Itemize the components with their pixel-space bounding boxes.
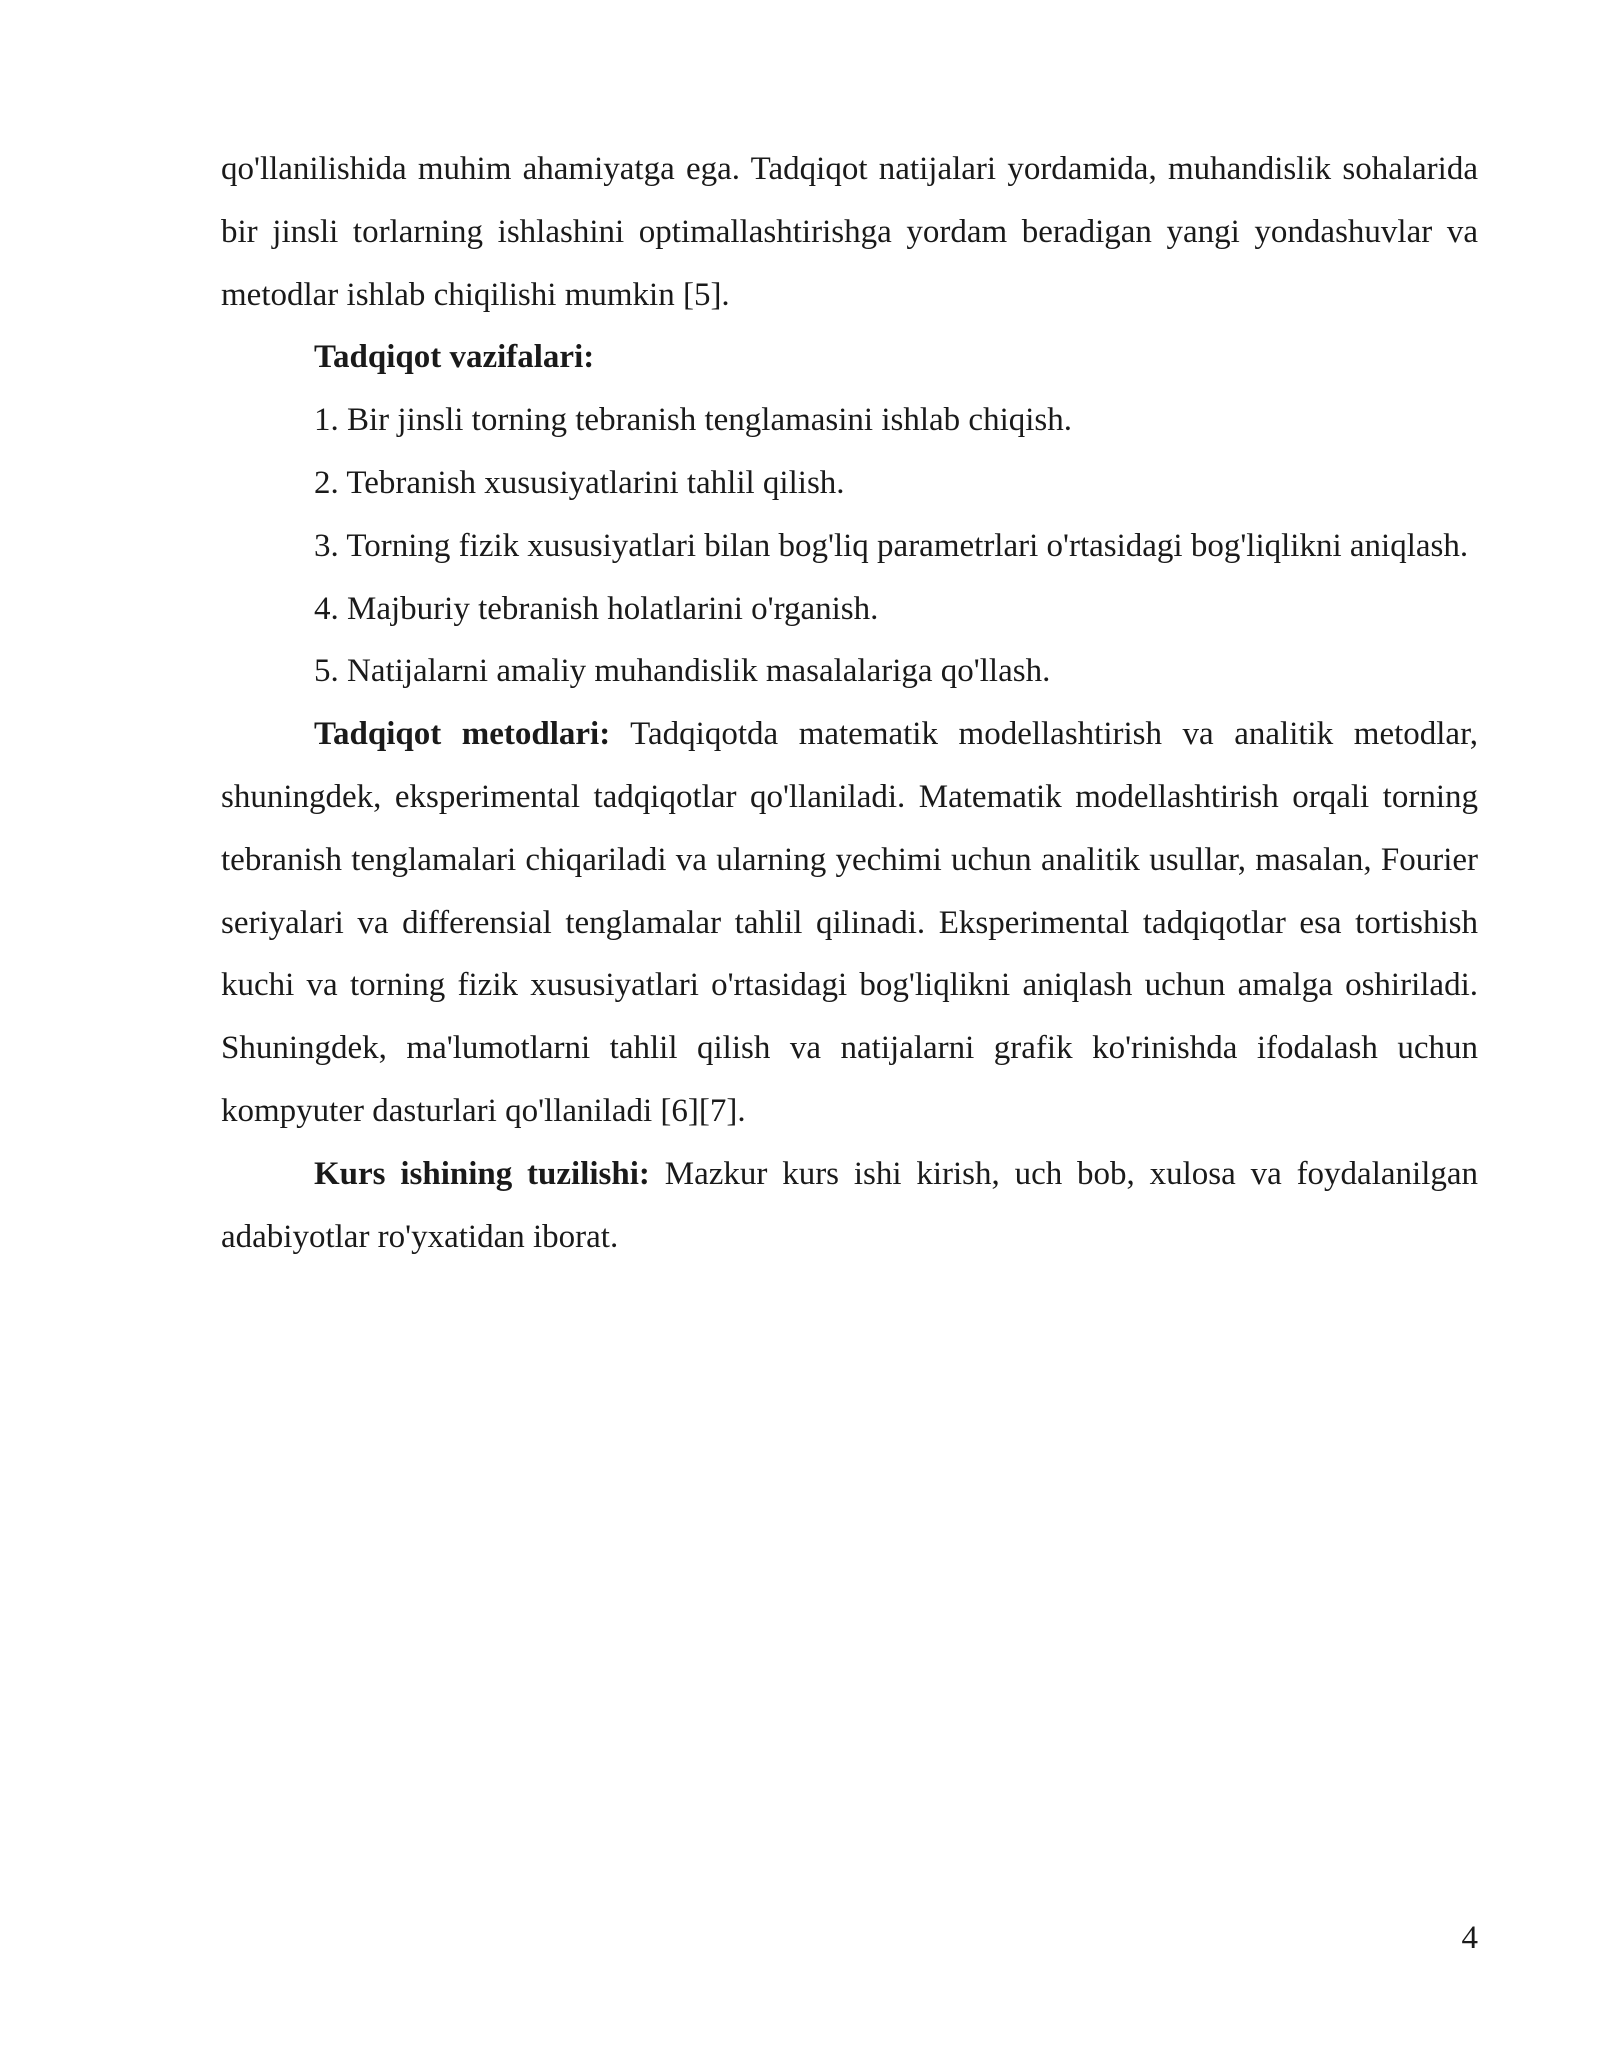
page-number: 4 xyxy=(1461,1920,1478,1956)
intro-paragraph: qo'llanilishida muhim ahamiyatga ega. Tadqiqot natijalari yordamida, muhandislik sohalarida bir jinsli torlarning ishlashini optimallashtirishga yordam beradigan yangi yondashuvlar va metodlar ishlab chiqilishi mumkin [5]. xyxy=(221,151,1478,313)
list-item: 5. Natijalarni amaliy muhandislik masalalariga qo'llash. xyxy=(314,653,1051,690)
list-item: 2. Tebranish xususiyatlarini tahlil qilish. xyxy=(314,464,845,501)
list-item: 3. Torning fizik xususiyatlari bilan bog'liq parametrlari o'rtasidagi bog'liqlikni aniqlash. xyxy=(314,527,1469,564)
tasks-list xyxy=(221,389,1478,703)
methods-text: Tadqiqotda matematik modellashtirish va analitik metodlar, shuningdek, eksperimental tadqiqotlar qo'llaniladi. Matematik modellashtirish orqali torning tebranish tenglamalari chiqariladi va ularning yechimi uchun analitik usullar, masalan, Fourier seriyalari va differensial tenglamalar tahlil qilinadi. Eksperimental tadqiqotlar esa tortishish kuchi va torning fizik xususiyatlari o'rtasidagi bog'liqlikni aniqlash uchun amalga oshiriladi. Shuningdek, ma'lumotlarni tahlil qilish va natijalarni grafik ko'rinishda ifodalash uchun kompyuter dasturlari qo'llaniladi [6][7]. xyxy=(221,716,1478,1129)
methods-heading: Tadqiqot metodlari: xyxy=(314,716,611,753)
methods-paragraph xyxy=(221,703,1478,1143)
tasks-heading: Tadqiqot vazifalari: xyxy=(314,339,595,376)
structure-text: Mazkur kurs ishi kirish, uch bob, xulosa va foydalanilgan adabiyotlar ro'yxatidan iborat. xyxy=(221,1155,1479,1255)
structure-heading: Kurs ishining tuzilishi: xyxy=(314,1155,650,1192)
list-item: 1. Bir jinsli torning tebranish tenglamasini ishlab chiqish. xyxy=(314,402,1073,439)
list-item: 4. Majburiy tebranish holatlarini o'rganish. xyxy=(314,590,879,627)
page-body xyxy=(221,138,1478,1268)
structure-paragraph xyxy=(221,1143,1478,1269)
